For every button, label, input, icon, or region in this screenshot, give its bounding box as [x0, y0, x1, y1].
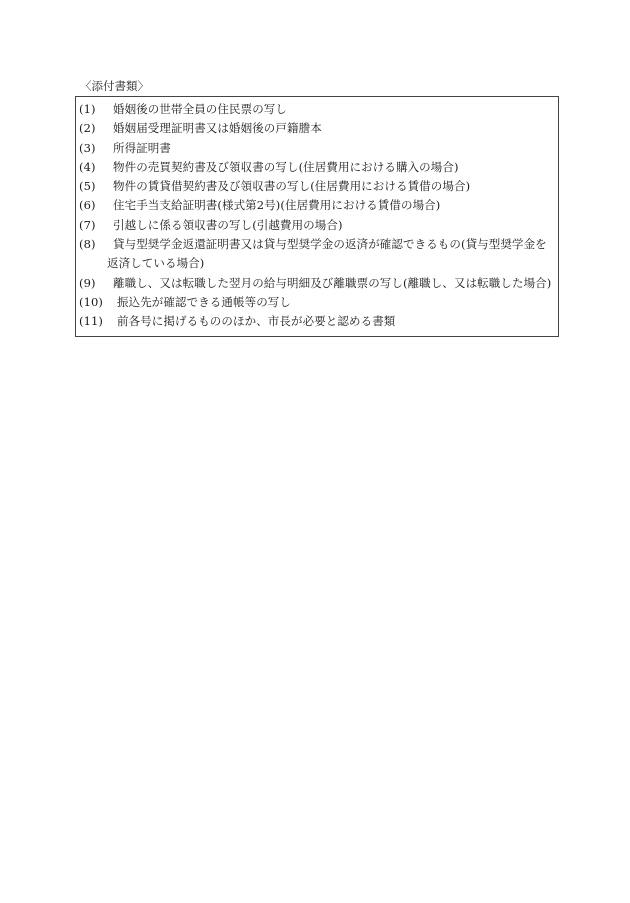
- item-text: 前各号に掲げるもののほか、市長が必要と認める書類: [117, 314, 396, 329]
- item-text: 物件の売買契約書及び領収書の写し(住居費用における購入の場合): [113, 159, 459, 174]
- item-number: (7): [79, 217, 96, 232]
- item-number: (3): [79, 140, 96, 155]
- list-item: [76, 274, 558, 293]
- list-item: [76, 177, 558, 196]
- list-item: [76, 158, 558, 177]
- item-number: (11): [79, 314, 104, 329]
- item-number: (8): [79, 237, 96, 252]
- item-number: (1): [79, 102, 96, 116]
- attachments-list: [75, 96, 559, 337]
- item-number: (10): [79, 294, 104, 309]
- item-text: 引越しに係る領収書の写し(引越費用の場合): [113, 217, 343, 232]
- item-text: 振込先が確認できる通帳等の写し: [117, 294, 291, 309]
- item-text: 住宅手当支給証明書(様式第2号)(住居費用における賃借の場合): [113, 198, 441, 213]
- item-number: (6): [79, 198, 96, 213]
- list-item: [76, 235, 558, 274]
- item-number: (4): [79, 159, 96, 174]
- item-text: 婚姻後の世帯全員の住民票の写し: [113, 102, 287, 116]
- item-number: (9): [79, 275, 96, 290]
- item-text: 所得証明書: [113, 140, 171, 155]
- list-item: [76, 100, 558, 119]
- item-text: 物件の賃貸借契約書及び領収書の写し(住居費用における賃借の場合): [113, 179, 471, 194]
- item-number: (5): [79, 179, 96, 194]
- list-item: [76, 216, 558, 235]
- list-item: [76, 196, 558, 215]
- list-item: [76, 312, 558, 331]
- item-text: 婚姻届受理証明書又は婚姻後の戸籍謄本: [113, 121, 322, 136]
- item-number: (2): [79, 121, 96, 136]
- list-item: [76, 293, 558, 312]
- item-text: 貸与型奨学金返還証明書又は貸与型奨学金の返済が確認できるもの(貸与型奨学金を返済している場合): [107, 237, 547, 271]
- item-text: 離職し、又は転職した翌月の給与明細及び離職票の写し(離職し、又は転職した場合): [113, 275, 552, 290]
- list-item: [76, 119, 558, 138]
- list-item: [76, 139, 558, 158]
- attachments-heading: 〈添付書類〉: [80, 79, 149, 93]
